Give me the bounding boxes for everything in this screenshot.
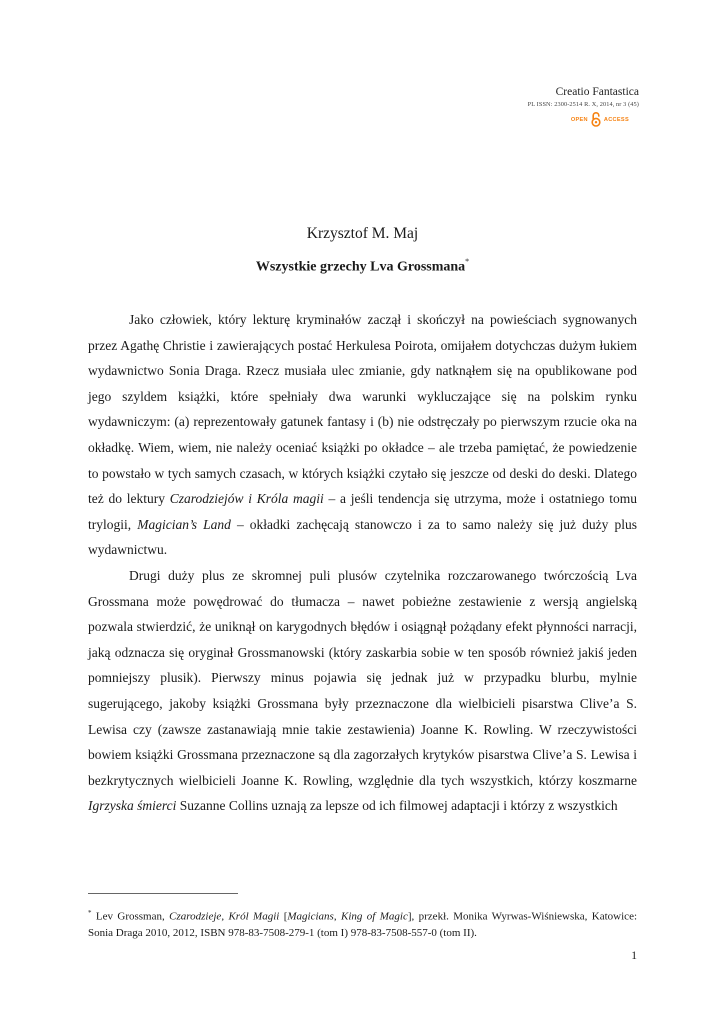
italic-text-run: Magicians (287, 910, 334, 923)
paragraph-1 (88, 307, 637, 563)
article-body (88, 307, 637, 819)
article-title (0, 258, 725, 276)
footnote-text (88, 911, 637, 940)
footnote (88, 905, 637, 942)
text-run: – okładki zachęcają stanowczo i za to samo należy się już duży plus wydawnictwu. (88, 516, 637, 558)
italic-text-run: King of Magic (340, 910, 408, 923)
article-author: Krzysztof M. Maj (306, 225, 419, 242)
text-run: Jako człowiek, który lekturę kryminałów zaczął i skończył na powieściach sygnowanych przez Agathę Christie i zawierających postać Herkulesa Poirota, omijałem dotychczas dużym łukiem wydawnictwo Sonia Draga. Rzecz musiała ulec zmianie, gdy natknąłem się na opublikowane pod jego szyldem książki, które spełniały dwa warunki wykluczające się na polskim rynku wydawniczym: (a) reprezentowały gatunek fantasy i (b) nie odstręczały po pierwszym rzucie oka na okładkę. Wiem, wiem, nie należy oceniać książki po okładce – ale trzeba pamiętać, że powiedzenie to powstało w tych samych czasach, w których książki czytało się jeszcze od deski do deski. Dlatego też do lektury (88, 312, 637, 507)
italic-text-run: Król Magii (228, 910, 280, 923)
paragraph-2 (88, 563, 637, 819)
article-title-text: Wszystkie grzechy Lva Grossmana (255, 259, 466, 275)
text-run: – a jeśli tendencja się utrzyma, może i ostatniego tomu trylogii, (88, 491, 637, 532)
text-run: ], przekł. Monika Wyrwas-Wiśniewska, Katowice: Sonia Draga 2010, 2012, ISBN 978-83-7508-279-1 (tom I) 978-83-7508-557-0 (tom II). (88, 910, 638, 940)
italic-text-run: Czarodziejów i Króla magii (169, 491, 324, 507)
italic-text-run: Igrzyska śmierci (88, 798, 177, 814)
text-run: [ (279, 910, 288, 923)
text-run: Drugi duży plus ze skromnej puli plusów czytelnika rozczarowanego twórczością Lva Grossmana może powędrować do tłumacza – nawet pobieżne zestawienie z wersją angielską pozwala stwierdzić, że uniknął on karygodnych błędów i osiągnął pożądany efekt płynności narracji, jaką odznacza się oryginał Grossmanowski (który zaskarbia sobie w ten sposób również jakiś jeden pomniejszy plusik). Pierwszy minus pojawia się jednak już w przypadku blurbu, mylnie sugerującego, jakoby książki Grossmana były przeznaczone dla wielbicieli pisarstwa Clive’a S. Lewisa czy (zawsze zastanawiają mnie takie zestawienia) Joanne K. Rowling. W rzeczywistości bowiem książki Grossmana przeznaczone są dla zagorzałych krytyków pisarstwa Clive’a S. Lewisa i bezkrytycznych wielbicieli Joanne K. Rowling, względnie dla tych wszystkich, którzy koszmarne (88, 567, 637, 788)
footnote-divider (88, 893, 238, 894)
page-number: 1 (631, 950, 637, 962)
text-run: , (333, 910, 341, 923)
open-access-logo (528, 112, 639, 127)
footnote-reference-mark: * (465, 257, 470, 266)
text-run: Lev Grossman, (91, 910, 170, 923)
journal-issn: PL ISSN: 2300-2514 R. X, 2014, nr 3 (45) (527, 101, 639, 108)
journal-masthead (528, 86, 639, 127)
text-run: Suzanne Collins uznają za lepsze od ich filmowej adaptacji i którzy z wszystkich (176, 798, 618, 814)
open-access-label-left: OPEN (570, 116, 588, 123)
footnote-mark: * (88, 909, 92, 917)
open-access-label-right: ACCESS (603, 116, 629, 123)
text-run: , (221, 910, 229, 923)
italic-text-run: Magician’s Land (137, 516, 231, 532)
italic-text-run: Czarodzieje (169, 910, 222, 923)
journal-name: Creatio Fantastica (555, 86, 639, 98)
open-lock-icon (591, 112, 601, 127)
